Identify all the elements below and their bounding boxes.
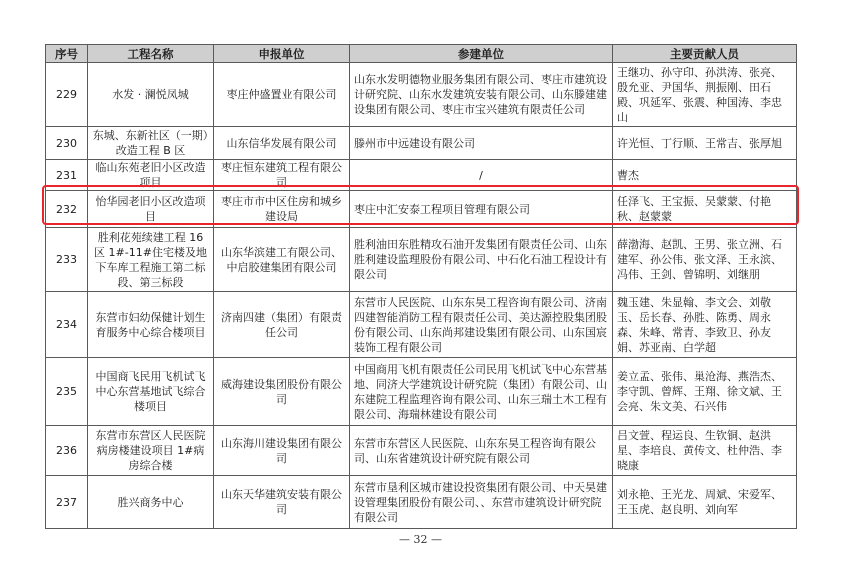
row-num: 230: [46, 127, 88, 160]
header-contributors: 主要贡献人员: [613, 45, 797, 63]
row-num: 235: [46, 358, 88, 426]
row-participants: 东营市垦利区城市建设投资集团有限公司、中天昊建设管理集团股份有限公司、、东营市建筑设计研究院有限公司: [350, 476, 613, 529]
table-row: [46, 426, 797, 476]
table-row: [46, 476, 797, 529]
row-project: 胜利花苑续建工程 16 区 1#-11#住宅楼及地下车库工程施工第二标段、第三标段: [88, 228, 214, 292]
row-participants: 东营市东营区人民医院、山东东昊工程咨询有限公司、山东省建筑设计研究院有限公司: [350, 426, 613, 476]
table-row-highlighted: [46, 191, 797, 228]
row-contributors: 魏玉建、朱显翰、李文会、刘敬玉、岳长春、孙胜、陈勇、周永森、朱峰、常青、李致卫、孙友娟、苏亚南、白学超: [613, 292, 797, 358]
row-applicant: 枣庄恒东建筑工程有限公司: [214, 160, 350, 191]
row-applicant: 山东华滨建工有限公司、中启胶建集团有限公司: [214, 228, 350, 292]
row-project: 水发 · 澜悦凤城: [88, 63, 214, 127]
header-applicant: 申报单位: [214, 45, 350, 63]
row-project: 怡华园老旧小区改造项目: [88, 191, 214, 228]
row-participants: 胜利油田东胜精攻石油开发集团有限责任公司、山东胜利建设监理股份有限公司、中石化石油工程设计有限公司: [350, 228, 613, 292]
row-participants: 东营市人民医院、山东东昊工程咨询有限公司、济南四建智能消防工程有限责任公司、美达源控股集团股份有限公司、山东尚邦建设集团有限公司、山东国宸装饰工程有限公司: [350, 292, 613, 358]
row-applicant: 山东信华发展有限公司: [214, 127, 350, 160]
header-participants: 参建单位: [350, 45, 613, 63]
row-num: 232: [46, 191, 88, 228]
row-applicant: 济南四建（集团）有限责任公司: [214, 292, 350, 358]
row-contributors: 吕文萱、程运良、生钦铜、赵洪星、李培良、黄传文、杜仲浩、李晓康: [613, 426, 797, 476]
table-row: [46, 358, 797, 426]
header-project: 工程名称: [88, 45, 214, 63]
table-header-row: [46, 45, 797, 63]
row-applicant: 威海建设集团股份有限公司: [214, 358, 350, 426]
row-contributors: 薛渤海、赵凯、王男、张立洲、石建军、孙公伟、张文泽、王永滨、冯伟、王剑、曾锦明、刘继朋: [613, 228, 797, 292]
row-participants: 山东水发明德物业服务集团有限公司、枣庄市建筑设计研究院、山东水发建筑安装有限公司、山东滕建建设集团有限公司、枣庄市宝兴建筑有限责任公司: [350, 63, 613, 127]
row-num: 237: [46, 476, 88, 529]
row-num: 229: [46, 63, 88, 127]
row-project: 中国商飞民用飞机试飞中心东营基地试飞综合楼项目: [88, 358, 214, 426]
table-row: [46, 63, 797, 127]
row-contributors: 曹杰: [613, 160, 797, 191]
page-number: — 32 —: [399, 533, 442, 546]
row-project: 胜兴商务中心: [88, 476, 214, 529]
table-row: [46, 127, 797, 160]
table-row: [46, 160, 797, 191]
row-applicant: 枣庄市市中区住房和城乡建设局: [214, 191, 350, 228]
row-contributors: 许光恒、丁行顺、王常吉、张厚旭: [613, 127, 797, 160]
row-participants: 滕州市中远建设有限公司: [350, 127, 613, 160]
row-participants: 中国商用飞机有限责任公司民用飞机试飞中心东营基地、同济大学建筑设计研究院（集团）有限公司、山东建院工程监理咨询有限公司、山东三瑞土木工程有限公司、海瑞林建设有限公司: [350, 358, 613, 426]
row-contributors: 任泽飞、王宝振、吴蒙蒙、付艳秋、赵蒙蒙: [613, 191, 797, 228]
row-num: 234: [46, 292, 88, 358]
row-project: 东城、东新社区（一期）改造工程 B 区: [88, 127, 214, 160]
row-contributors: 王继功、孙守印、孙洪涛、张亮、殷允亚、尹国华、荆振刚、田石殿、巩延军、张震、种国涛、李忠山: [613, 63, 797, 127]
row-applicant: 山东海川建设集团有限公司: [214, 426, 350, 476]
row-num: 231: [46, 160, 88, 191]
project-table: [45, 44, 797, 529]
row-participants: 枣庄中汇安泰工程项目管理有限公司: [350, 191, 613, 228]
row-project: 东营市东营区人民医院病房楼建设项目 1#病房综合楼: [88, 426, 214, 476]
row-project: 东营市妇幼保健计划生育服务中心综合楼项目: [88, 292, 214, 358]
row-applicant: 山东天华建筑安装有限公司: [214, 476, 350, 529]
row-contributors: 刘永艳、王光龙、周斌、宋爱军、王玉虎、赵良明、刘向军: [613, 476, 797, 529]
row-project: 临山东苑老旧小区改造项目: [88, 160, 214, 191]
header-num: 序号: [46, 45, 88, 63]
row-num: 233: [46, 228, 88, 292]
row-num: 236: [46, 426, 88, 476]
table-row: [46, 292, 797, 358]
row-contributors: 姜立孟、张伟、巢沧海、燕浩杰、李守凯、曾辉、王翔、徐文斌、王会亮、朱文美、石兴伟: [613, 358, 797, 426]
table-row: [46, 228, 797, 292]
row-applicant: 枣庄仲盛置业有限公司: [214, 63, 350, 127]
row-participants: /: [350, 160, 613, 191]
